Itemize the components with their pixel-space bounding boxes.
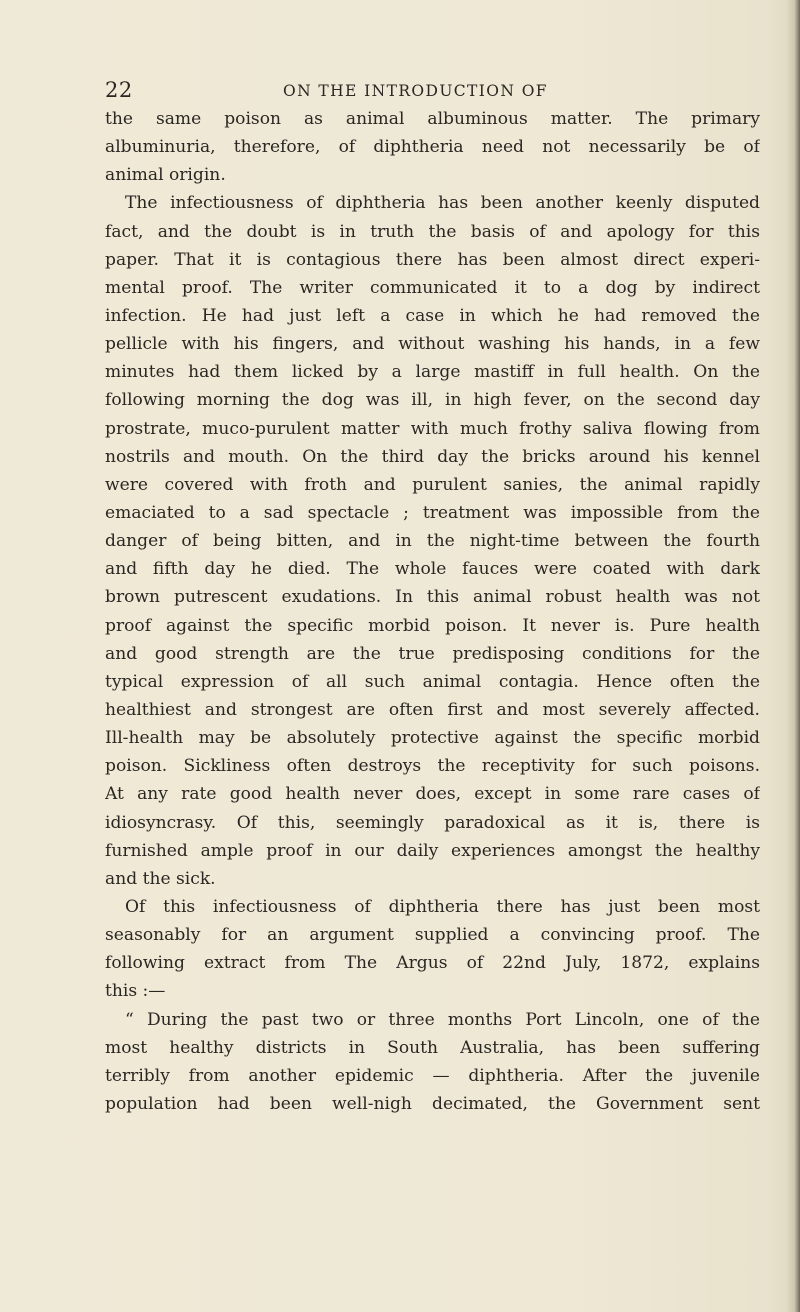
text-line: emaciated to a sad spectacle ; treatment was impossible from the <box>105 502 760 523</box>
text-line: healthiest and strongest are often first and most severely affected. <box>105 699 760 720</box>
text-line: animal origin. <box>105 165 226 186</box>
text-line: “ During the past two or three months Port Lincoln, one of the <box>125 1009 760 1030</box>
text-line: albuminuria, therefore, of diphtheria need not necessarily be of <box>105 137 760 158</box>
text-line: Ill-health may be absolutely protective against the specific morbid <box>105 728 760 749</box>
text-line: typical expression of all such animal contagia. Hence often the <box>105 671 760 692</box>
text-line: At any rate good health never does, except in some rare cases of <box>105 784 760 805</box>
page-header <box>105 78 745 104</box>
text-line: terribly from another epidemic — diphtheria. After the juvenile <box>105 1065 760 1086</box>
text-line: this :— <box>105 981 166 1002</box>
text-line: most healthy districts in South Australia, has been suffering <box>105 1037 760 1058</box>
text-line: following morning the dog was ill, in high fever, on the second day <box>105 390 760 411</box>
text-line: prostrate, muco-purulent matter with much frothy saliva flowing from <box>105 418 760 439</box>
text-line: seasonably for an argument supplied a convincing proof. The <box>105 925 760 946</box>
text-line: The infectiousness of diphtheria has been another keenly disputed <box>125 193 760 214</box>
text-line: danger of being bitten, and in the night-time between the fourth <box>105 531 760 552</box>
text-line: and the sick. <box>105 868 216 889</box>
running-head: ON THE INTRODUCTION OF <box>283 82 548 100</box>
text-line: Of this infectiousness of diphtheria there has just been most <box>125 896 760 917</box>
text-line: fact, and the doubt is in truth the basis of and apology for this <box>105 221 760 242</box>
page-number: 22 <box>105 78 133 102</box>
text-line: poison. Sickliness often destroys the receptivity for such poisons. <box>105 756 760 777</box>
text-line: idiosyncrasy. Of this, seemingly paradoxical as it is, there is <box>105 812 760 833</box>
text-line: and good strength are the true predisposing conditions for the <box>105 643 760 664</box>
text-line: minutes had them licked by a large mastiff in full health. On the <box>105 362 760 383</box>
text-line: paper. That it is contagious there has been almost direct experi- <box>105 249 760 270</box>
text-line: the same poison as animal albuminous matter. The primary <box>105 109 760 129</box>
body-text <box>105 105 760 1118</box>
text-line: following extract from The Argus of 22nd July, 1872, explains <box>105 953 760 974</box>
page-edge-shadow <box>786 0 800 1312</box>
text-line: furnished ample proof in our daily experiences amongst the healthy <box>105 840 760 861</box>
text-line: proof against the specific morbid poison. It never is. Pure health <box>105 615 760 636</box>
text-line: mental proof. The writer communicated it to a dog by indirect <box>105 277 760 298</box>
text-line: and fifth day he died. The whole fauces were coated with dark <box>105 559 760 580</box>
text-line: infection. He had just left a case in which he had removed the <box>105 305 760 326</box>
text-line: population had been well-nigh decimated, the Government sent <box>105 1093 760 1114</box>
text-line: were covered with froth and purulent sanies, the animal rapidly <box>105 474 760 495</box>
text-line: nostrils and mouth. On the third day the bricks around his kennel <box>105 446 760 467</box>
text-line: pellicle with his fingers, and without washing his hands, in a few <box>105 334 760 355</box>
text-line: brown putrescent exudations. In this animal robust health was not <box>105 587 760 608</box>
